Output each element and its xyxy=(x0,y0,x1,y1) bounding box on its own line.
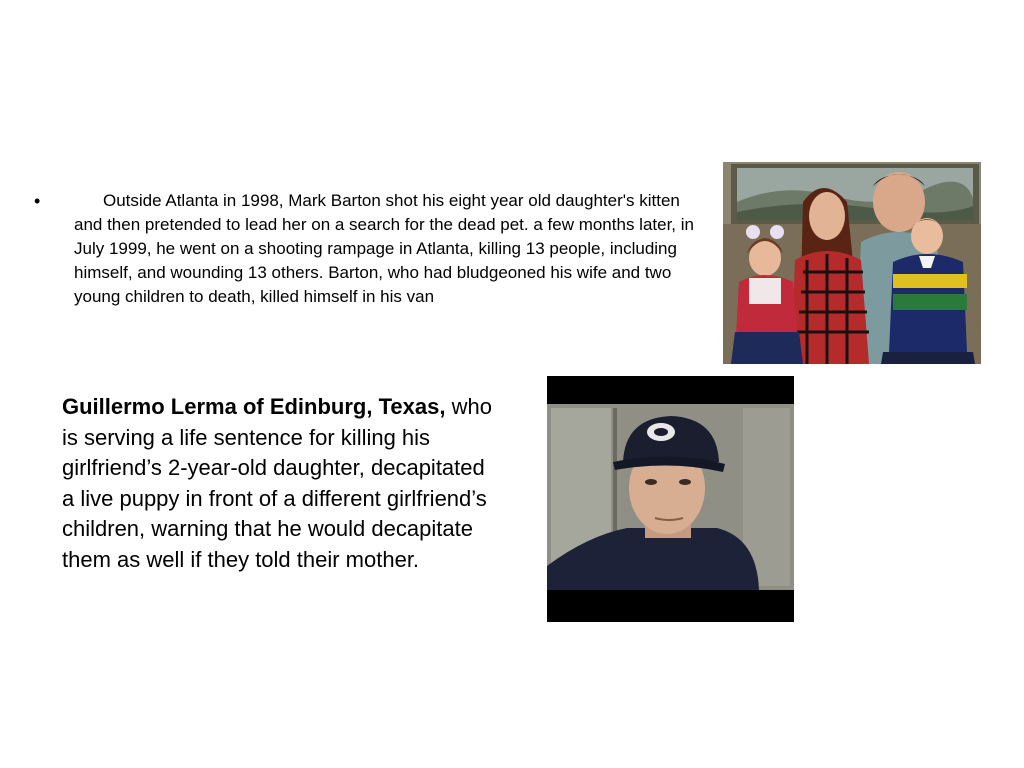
portrait-photo xyxy=(547,376,794,622)
lerma-bold-lead: Guillermo Lerma of Edinburg, Texas, xyxy=(62,394,446,419)
bullet-marker: • xyxy=(34,191,41,211)
family-photo xyxy=(723,162,981,364)
bullet-text: Outside Atlanta in 1998, Mark Barton shot his eight year old daughter's kitten and then pretended to lead her on a search for the dead pet. a few months later, in July 1999, he went on a shooting rampage in Atlanta, killing 13 people, including himself, and wounding 13 others. Barton, who had bludgeoned his wife and two young children to death, killed himself in his van xyxy=(74,191,694,306)
lerma-text: who is serving a life sentence for killing his girlfriend’s 2-year-old daughter, decapitated a live puppy in front of a different girlfriend’s children, warning that he would decapitate them as well if they told their mother. xyxy=(62,394,492,572)
bullet-item xyxy=(34,189,694,309)
lerma-paragraph xyxy=(62,392,502,575)
